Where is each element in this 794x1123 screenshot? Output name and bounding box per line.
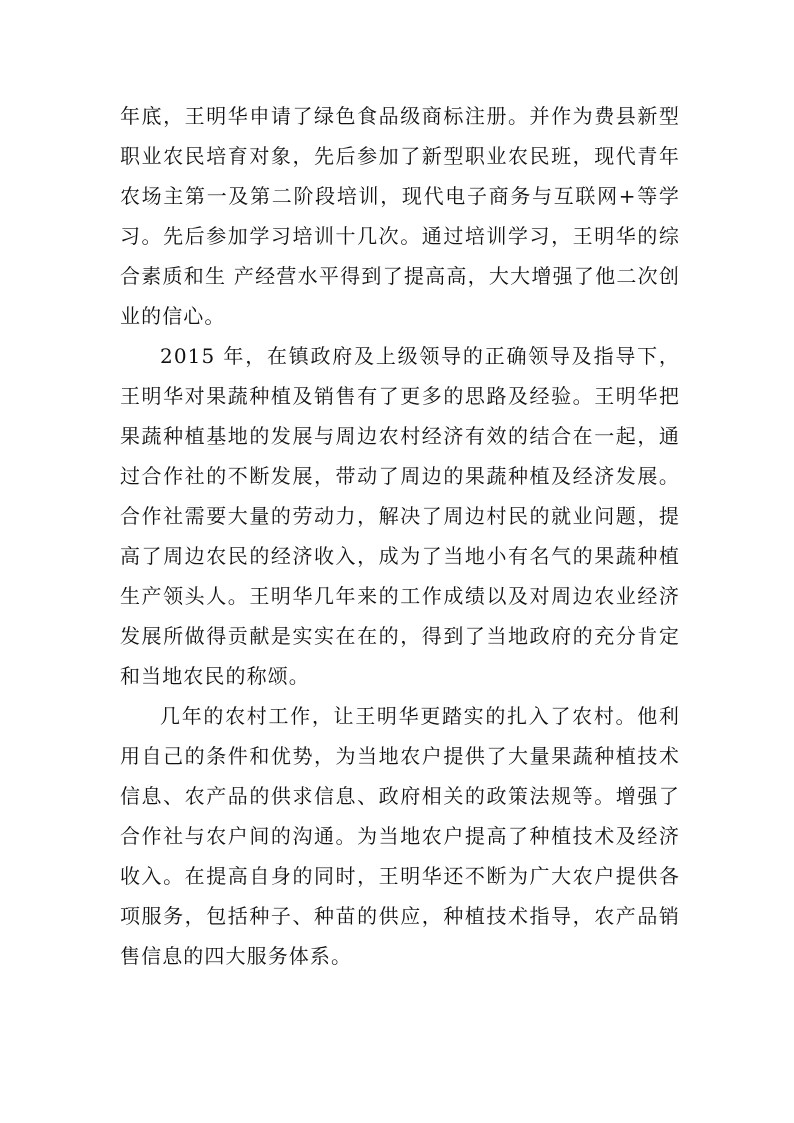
paragraph-3: 几年的农村工作，让王明华更踏实的扎入了农村。他利用自己的条件和优势，为当地农户提供了大量果蔬种植技术信息、农产品的供求信息、政府相关的政策法规等。增强了合作社与农户间的沟通。为当地农户提高了种植技术及经济收入。在提高自身的同时，王明华还不断为广大农户提供各项服务，包括种子、种苗的供应，种植技术指导，农产品销售信息的四大服务体系。 <box>120 704 680 968</box>
document-body <box>120 96 680 976</box>
paragraph-1: 年底，王明华申请了绿色食品级商标注册。并作为费县新型职业农民培育对象，先后参加了新型职业农民班，现代青年农场主第一及第二阶段培训，现代电子商务与互联网+等学习。先后参加学习培训十几次。通过培训学习，王明华的综合素质和生 产经营水平得到了提高高，大大增强了他二次创业的信心。 <box>120 104 680 328</box>
paragraph-2: 2015 年，在镇政府及上级领导的正确领导及指导下，王明华对果蔬种植及销售有了更多的思路及经验。王明华把果蔬种植基地的发展与周边农村经济有效的结合在一起，通过合作社的不断发展，带动了周边的果蔬种植及经济发展。合作社需要大量的劳动力，解决了周边村民的就业问题，提高了周边农民的经济收入，成为了当地小有名气的果蔬种植生产领头人。王明华几年来的工作成绩以及对周边农业经济发展所做得贡献是实实在在的，得到了当地政府的充分肯定和当地农民的称颂。 <box>120 344 680 688</box>
